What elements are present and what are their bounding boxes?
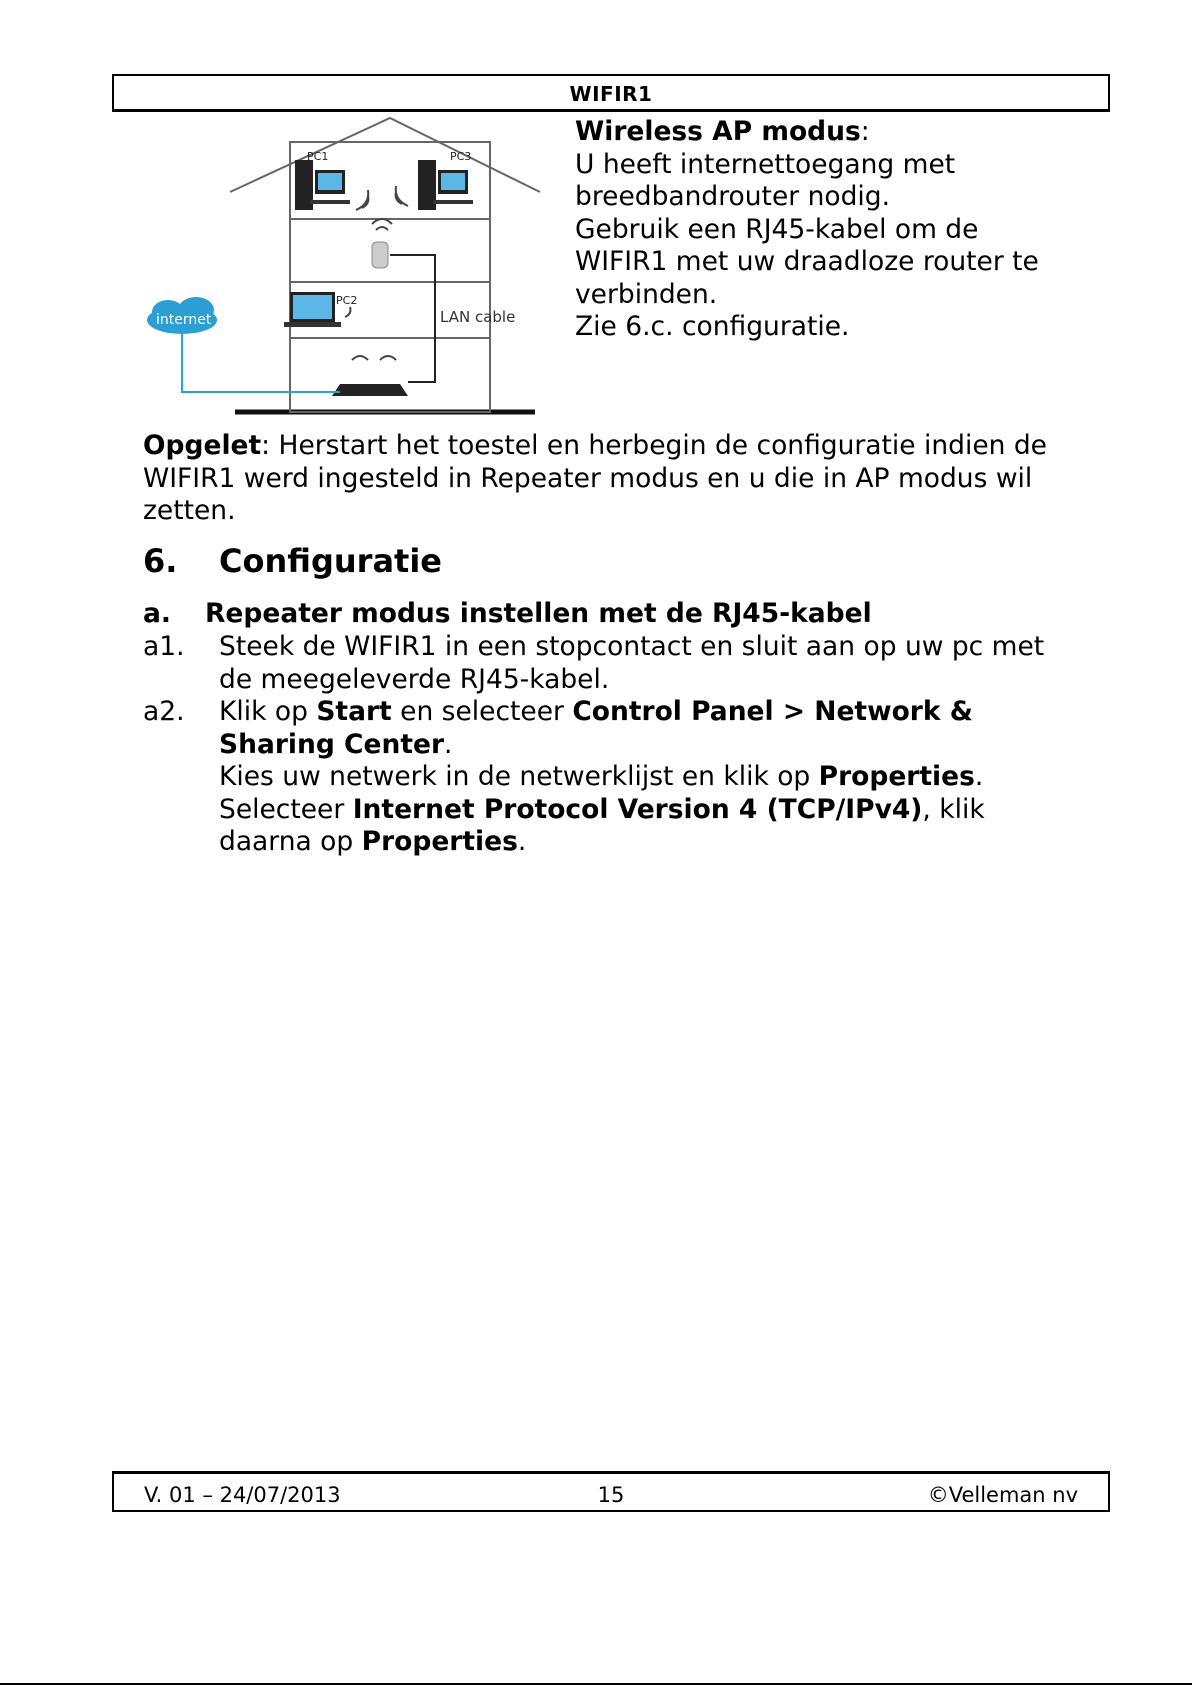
footer-version: V. 01 – 24/07/2013 bbox=[144, 1483, 341, 1507]
step-line bbox=[219, 794, 1099, 827]
caution-label: Opgelet bbox=[143, 430, 262, 461]
ap-mode-line: Zie 6.c. configuratie. bbox=[575, 311, 850, 342]
ap-mode-line: Gebruik een RJ45-kabel om de bbox=[575, 213, 979, 245]
step-bold-text: Start bbox=[316, 696, 392, 727]
step-text: Kies uw netwerk in de netwerklijst en klik op bbox=[219, 761, 819, 792]
ap-mode-line: breedbandrouter nodig. bbox=[575, 181, 891, 212]
step-text: . bbox=[444, 728, 453, 760]
caution-line: zetten. bbox=[143, 495, 236, 526]
lan-cable-label: LAN cable bbox=[440, 308, 516, 326]
step-text: , klik bbox=[922, 793, 985, 825]
step-text: . bbox=[974, 761, 984, 792]
ap-mode-heading bbox=[575, 116, 1095, 149]
step-text: Selecteer bbox=[219, 793, 353, 825]
caution-line bbox=[143, 430, 1093, 463]
step-text: Klik op bbox=[219, 696, 317, 727]
subsection-letter: a. bbox=[143, 598, 171, 629]
step-line bbox=[219, 696, 1099, 729]
internet-label: internet bbox=[156, 312, 212, 328]
step-text: en selecteer bbox=[391, 696, 573, 727]
ap-mode-colon: : bbox=[860, 116, 870, 147]
step-body bbox=[219, 696, 1099, 859]
step-bold-text: Control Panel > Network & bbox=[572, 696, 973, 727]
ap-mode-line: verbinden. bbox=[575, 278, 718, 310]
ap-mode-block bbox=[575, 116, 1095, 344]
section-number: 6. bbox=[143, 542, 178, 580]
step-bold-text: Properties bbox=[818, 761, 975, 792]
wifi-signal-icon bbox=[356, 186, 408, 210]
step-line: Steek de WIFIR1 in een stopcontact en sluit aan op uw pc met bbox=[219, 631, 1045, 662]
roof-line bbox=[230, 118, 540, 192]
pc3-computer-icon bbox=[418, 160, 473, 210]
page-footer bbox=[112, 1471, 1110, 1512]
header-title: WIFIR1 bbox=[569, 82, 653, 106]
step-number: a1. bbox=[143, 631, 185, 662]
subsection-heading bbox=[143, 598, 872, 629]
subsection-title: Repeater modus instellen met de RJ45-kabel bbox=[205, 598, 872, 629]
step-bold-text: Internet Protocol Version 4 (TCP/IPv4) bbox=[352, 793, 923, 825]
pc2-label: PC2 bbox=[336, 294, 358, 307]
step-text: daarna op bbox=[219, 826, 362, 857]
wifir1-repeater-icon bbox=[372, 219, 392, 268]
step-text: . bbox=[517, 826, 527, 857]
footer-copyright: ©Velleman nv bbox=[927, 1483, 1078, 1507]
network-diagram bbox=[140, 112, 560, 422]
step-line bbox=[219, 761, 1099, 794]
step-line bbox=[219, 729, 1099, 762]
internet-cable-line bbox=[182, 320, 340, 392]
step-number: a2. bbox=[143, 696, 185, 727]
step-line bbox=[219, 826, 1099, 859]
caution-line: WIFIR1 werd ingesteld in Repeater modus en u die in AP modus wil bbox=[143, 462, 1033, 494]
pc1-label: PC1 bbox=[307, 150, 329, 163]
pc3-label: PC3 bbox=[450, 150, 472, 163]
footer-page-number: 15 bbox=[597, 1483, 625, 1507]
caution-note bbox=[143, 430, 1093, 528]
section-title: Configuratie bbox=[219, 542, 442, 580]
caution-text: : Herstart het toestel en herbegin de configuratie indien de bbox=[261, 430, 1047, 461]
page-header bbox=[112, 74, 1110, 112]
lan-cable-line bbox=[390, 255, 435, 382]
ap-mode-line: WIFIR1 met uw draadloze router te bbox=[575, 246, 1039, 277]
ap-mode-line: U heeft internettoegang met bbox=[575, 148, 956, 180]
step-line: de meegeleverde RJ45-kabel. bbox=[219, 663, 610, 695]
step-bold-text: Sharing Center bbox=[219, 728, 445, 760]
step-bold-text: Properties bbox=[361, 826, 518, 857]
router-icon bbox=[332, 356, 408, 396]
step-body bbox=[219, 631, 1099, 696]
ap-mode-title: Wireless AP modus bbox=[575, 116, 861, 147]
section-heading bbox=[143, 542, 442, 580]
pc1-computer-icon bbox=[295, 160, 350, 210]
